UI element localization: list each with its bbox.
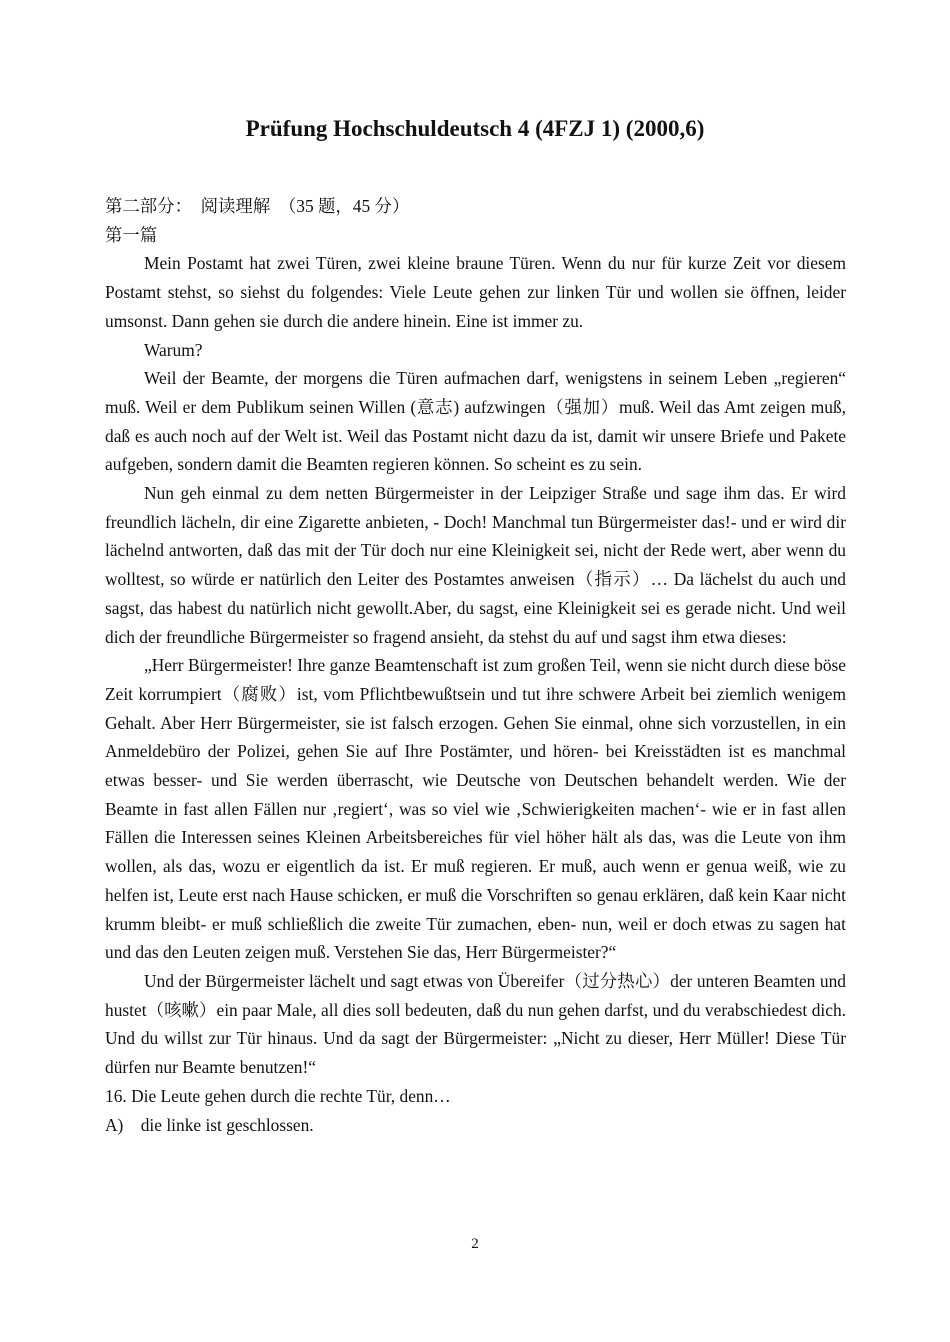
paragraph: Weil der Beamte, der morgens die Türen aufmachen darf, wenigstens in seinem Leben „regieren“ muß. Weil er dem Publikum seinen Willen (意志) aufzwingen（强加）muß. Weil das Amt zeigen muß, daß es auch noch auf der Welt ist. Weil das Postamt nicht dazu da ist, damit wir unsere Briefe und Pakete aufgeben, sondern damit die Beamten regieren können. So scheint es zu sein. bbox=[105, 368, 846, 475]
paragraph: Und der Bürgermeister lächelt und sagt etwas von Übereifer（过分热心）der unteren Beamten und hustet（咳嗽）ein paar Male, all dies soll bedeuten, daß du nun gehen darfst, und du verabschiedest dich. Und du willst zur Tür hinaus. Und da sagt der Bürgermeister: „Nicht zu dieser, Herr Müller! Diese Tür dürfen nur Beamte benutzen!“ bbox=[105, 970, 846, 1078]
paragraph: Mein Postamt hat zwei Türen, zwei kleine braune Türen. Wenn du nur für kurze Zeit vor diesem Postamt stehst, so siehst du folgendes: Viele Leute gehen zur linken Tür und wollen sie öffnen, leider umsonst. Dann gehen sie durch die andere hinein. Eine ist immer zu. bbox=[105, 253, 846, 331]
answer-option-a: A) die linke ist geschlossen. bbox=[105, 1114, 314, 1135]
page-number: 2 bbox=[471, 1236, 479, 1252]
paragraph: Warum? bbox=[144, 339, 203, 360]
section-heading: 第二部分： 阅读理解 （35 题，45 分） bbox=[105, 196, 410, 216]
paragraph: „Herr Bürgermeister! Ihre ganze Beamtenschaft ist zum großen Teil, wenn sie nicht durch diese böse Zeit korrumpiert（腐败）ist, vom Pflichtbewußtsein und tut ihre schwere Arbeit bei ziemlich wenigem Gehalt. Aber Herr Bürgermeister, sie ist falsch erzogen. Gehen Sie einmal, ohne sich vorzustellen, in ein Anmeldebüro der Polizei, gehen Sie auf Ihre Postämter, und hören- bei Kreisstädten ist es manchmal etwas besser- und Sie werden überrascht, wie Deutsche von Deutschen behandelt werden. Wie der Beamte in fast allen Fällen nur ‚regiert‘, was so viel wie ‚Schwierigkeiten machen‘- wie er in fast allen Fällen die Interessen seines Kleinen Arbeitsbereiches für viel höher hält als das, was die Leute von ihm wollen, als das, wozu er eigentlich da ist. Er muß regieren. Er muß, auch wenn er genua weiß, wie zu helfen ist, Leute erst nach Hause schicken, er muß die Vorschriften so genau erklären, daß kein Kaar nicht krumm bleibt- er muß schließlich die zweite Tür zumachen, eben- nun, weil er doch etwas zu sagen hat und das den Leuten zeigen muß. Verstehen Sie das, Herr Bürgermeister?“ bbox=[105, 655, 846, 963]
document-body bbox=[105, 192, 846, 1139]
paragraph: Nun geh einmal zu dem netten Bürgermeister in der Leipziger Straße und sage ihm das. Er wird freundlich lächeln, dir eine Zigarette anbieten, - Doch! Manchmal tun Bürgermeister das!- und er wird dir lächelnd antworten, daß das mit der Tür doch nur eine Kleinigkeit sei, nicht der Rede wert, aber wenn du wolltest, so würde er natürlich den Leiter des Postamtes anweisen（指示）… Da lächelst du auch und sagst, das habest du natürlich nicht gewollt.Aber, du sagst, eine Kleinigkeit sei es gerade nicht. Und weil dich der freundliche Bürgermeister so fragend ansieht, da stehst du auf und sagst ihm etwa dieses: bbox=[105, 483, 846, 647]
document-title: Prüfung Hochschuldeutsch 4 (4FZJ 1) (2000,6) bbox=[245, 116, 705, 141]
question-text: 16. Die Leute gehen durch die rechte Tür, denn… bbox=[105, 1085, 451, 1106]
subsection-heading: 第一篇 bbox=[105, 224, 158, 245]
